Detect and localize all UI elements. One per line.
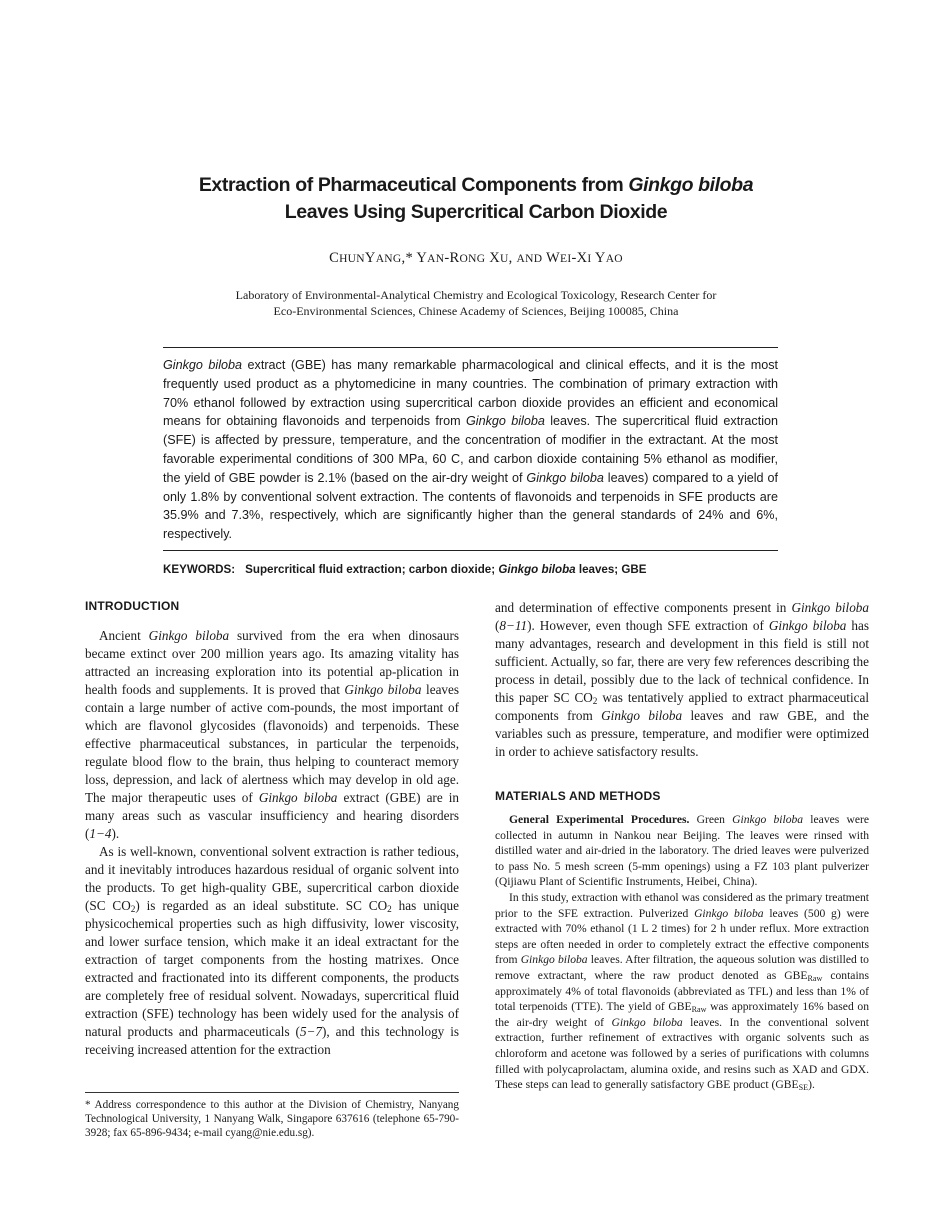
- paragraph: Ancient Ginkgo biloba survived from the era when dinosaurs became extinct over 200 million years ago. Its amazing vitality has attracted an increasing exploration into its potential ap-plication in health foods and supplements. It is proved that Ginkgo biloba leaves contain a large number of active com-pounds, the most important of which are flavonol glycosides (flavonoids) and terpenoids. These effective pharmaceutical substances, in particular the terpenoids, regulate blood flow to the brain, thus helping to counteract memory loss, depression, and lack of alertness which may develop in old age. The major therapeutic uses of Ginkgo biloba extract (GBE) are in many areas such as vascular insufficiency and hearing disorders (1−4).: [85, 628, 460, 841]
- author-list: CHUNYANG,* YAN-RONG XU, AND WEI-XI YAO: [329, 250, 623, 266]
- footnote-rule: [85, 1092, 459, 1093]
- title-line1: Extraction of Pharmaceutical Components from Ginkgo biloba: [198, 174, 754, 196]
- section-heading-materials-methods: MATERIALS AND METHODS: [495, 789, 661, 803]
- paragraph: In this study, extraction with ethanol was considered as the primary treatment prior to the SFE extraction. Pulverized Ginkgo biloba leaves (500 g) were extracted with 70% ethanol (1 L 2 times) for 2 h under reflux. More extraction steps are often needed in order to completely extract the effective components from Ginkgo biloba leaves. After filtration, the aqueous solution was distilled to remove extractant, where the raw product denoted as $GBE_{Raw}$ contains approximately 4% of total flavonoids (abbreviated as TFL) and less than 1% of total terpenoids (TTE). The yield of $GBE_{Raw}$ was approximately 16% based on the air-dry weight of Ginkgo biloba leaves. In the conventional solvent extraction, further refinement of extractives with organic solvents such as chloroform and acetone was followed by a series of purifications with columns filled with polycaprolactam, alumina oxide, and resins such as XAD and GDX. These steps can lead to generally satisfactory GBE product $(GBE_{SE})$.: [495, 890, 869, 1093]
- paragraph: General Experimental Procedures. Green Ginkgo biloba leaves were collected in autumn in Nankou near Beijing. The leaves were rinsed with distilled water and air-dried in the laboratory. The dried leaves were pulverized to pass No. 5 mesh screen (5-mm openings) using a FZ 103 plant pulverizer (Qijiawu Plant of Scientific Instruments, Heibei, China).: [495, 813, 869, 889]
- section-heading-introduction: INTRODUCTION: [85, 599, 180, 613]
- run-in-heading: General Experimental Procedures.: [509, 813, 690, 826]
- title-line2: Leaves Using Supercritical Carbon Dioxide: [284, 201, 668, 223]
- keywords: KEYWORDS: Supercritical fluid extraction; carbon dioxide; Ginkgo biloba leaves; GBE: [163, 563, 647, 576]
- materials-methods-body: [495, 812, 869, 1093]
- abstract-bottom-rule: [163, 550, 778, 551]
- paragraph: As is well-known, conventional solvent extraction is rather tedious, and it inevitably introduces hazardous residual of organic solvent into the products. To get high-quality GBE, supercritical carbon dioxide (SC $CO_2$) is regarded as an ideal substitute. SC $CO_2$ has unique physicochemical properties such as high diffusivity, lower viscosity, and lower surface tension, which make it an ideal extractant for the extraction of target components from the hosting matrixes. Once extracted and fractionated into its different components, the products are completely free of residual solvent. Nowadays, supercritical fluid extraction (SFE) technology has been widely used for the analysis of natural products and pharmaceuticals (5−7), and this technology is receiving increased attention for the extraction: [85, 844, 459, 1057]
- correspondence-footnote: * Address correspondence to this author at the Division of Chemistry, Nanyang Technological University, 1 Nanyang Walk, Singapore 637616 (telephone 65-790-3928; fax 65-896-9434; e-mail cyang@nie.edu.sg).: [85, 1099, 459, 1140]
- citation-ref: 8−11: [499, 618, 528, 633]
- citation-ref: 1−4: [89, 826, 112, 841]
- citation-ref: 5−7: [299, 1024, 323, 1039]
- abstract: Ginkgo biloba extract (GBE) has many remarkable pharmacological and clinical effects, and it is the most frequently used product as a phytomedicine in many countries. The combination of primary extraction with 70% ethanol followed by extraction using supercritical carbon dioxide provides an efficient and economical means for obtaining flavonoids and terpenoids from Ginkgo biloba leaves. The supercritical fluid extraction (SFE) is affected by pressure, temperature, and the concentration of modifier in the extractant. At the most favorable experimental conditions of 300 MPa, 60 C, and carbon dioxide containing 5% ethanol as modifier, the yield of GBE powder is 2.1% (based on the air-dry weight of Ginkgo biloba leaves) compared to a yield of only 1.8% by conventional solvent extraction. The contents of flavonoids and terpenoids in SFE products are 35.9% and 7.3%, respectively, which are significantly higher than the general standards of 24% and 6%, respectively.: [163, 358, 778, 542]
- paper-title: [120, 172, 832, 226]
- keywords-label: KEYWORDS:: [163, 563, 236, 576]
- introduction-body: [85, 627, 459, 1059]
- introduction-continued: and determination of effective components present in Ginkgo biloba (8−11). However, even though SFE extraction of Ginkgo biloba has many advantages, research and development in this field is still not sufficient. Actually, so far, there are very few references describing the process in detail, possibly due to the lack of technical confidence. In this paper SC $CO_2$ was tentatively applied to extract pharmaceutical components from Ginkgo biloba leaves and raw GBE, and the variables such as pressure, temperature, and modifier were optimized in order to achieve satisfactory results.: [495, 600, 869, 759]
- affiliation: Laboratory of Environmental-Analytical Chemistry and Ecological Toxicology, Research Center for Eco-Environmental Sciences, Chinese Academy of Sciences, Beijing 100085, China: [235, 288, 717, 318]
- abstract-top-rule: [163, 347, 778, 348]
